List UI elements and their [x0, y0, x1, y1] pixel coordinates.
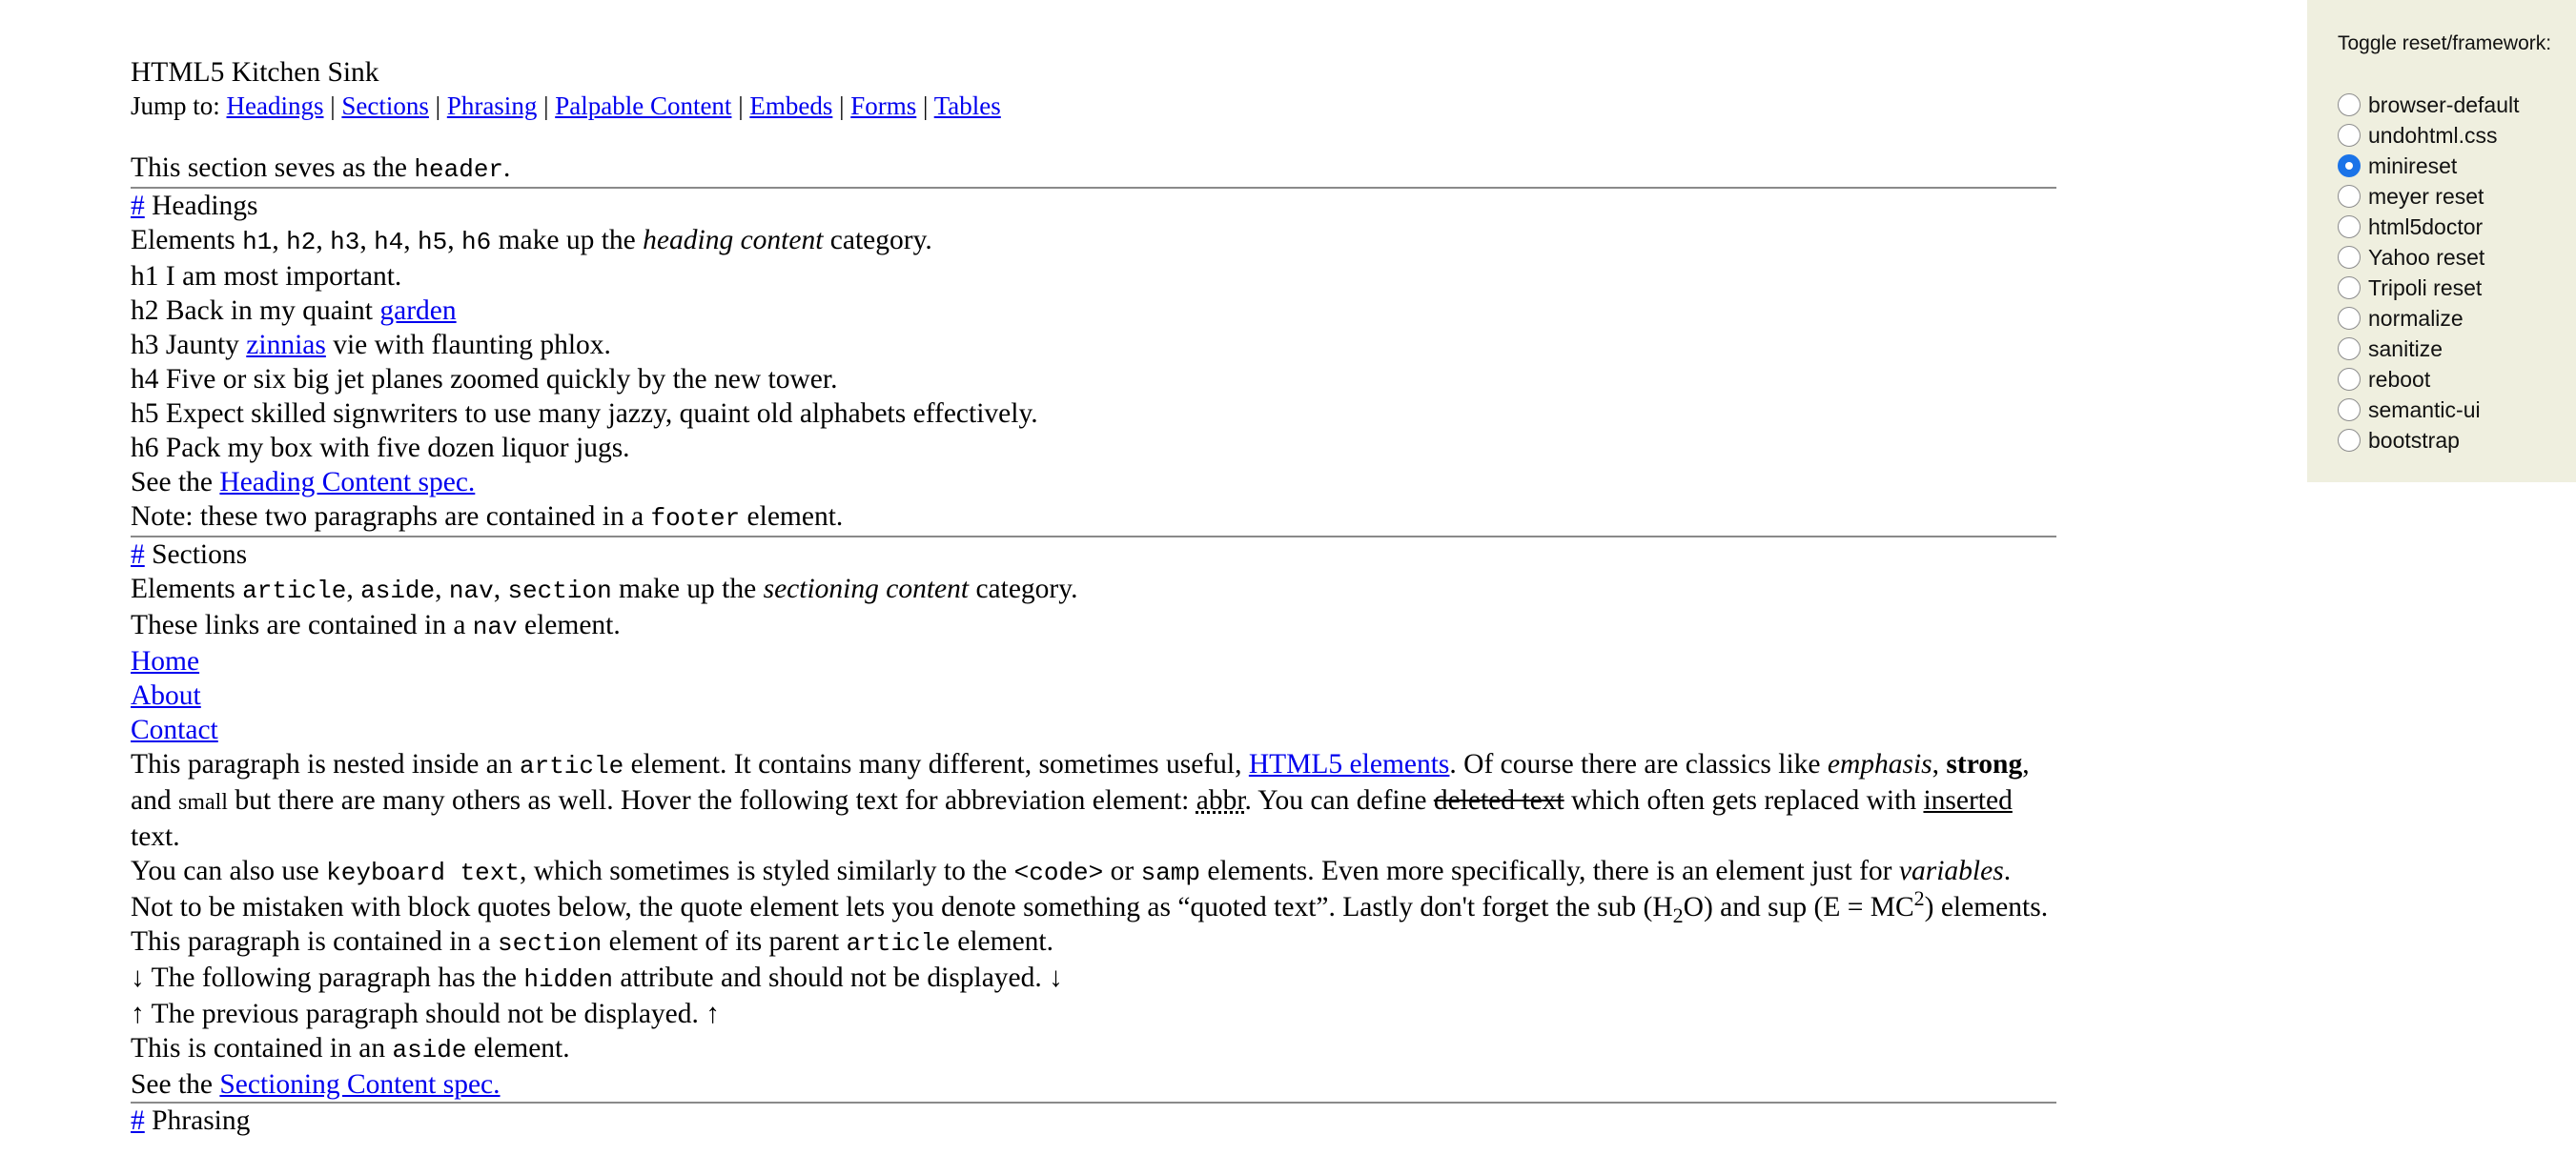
abbr-element[interactable]: abbr [1196, 785, 1245, 816]
jump-label: Jump to: [131, 91, 220, 120]
headings-anchor-link[interactable]: # [131, 191, 145, 221]
article-paragraph-1: This paragraph is nested inside an article element. It contains many different, sometimes useful, HTML5 elements. Of course there are classics like emphasis, strong, and small but there are many others as well. Hover the following text for abbreviation element: abbr. You can define deleted text which often gets replaced with inserted text. [131, 749, 2030, 852]
jump-link-tables[interactable]: Tables [933, 91, 1001, 120]
sections-title: # Sections [131, 539, 248, 570]
reset-option-bootstrap[interactable]: bootstrap [2338, 425, 2520, 456]
heading-h1: h1 I am most important. [131, 261, 402, 292]
headings-intro: Elements h1, h2, h3, h4, h5, h6 make up the heading content category. [131, 225, 932, 256]
reset-options-list [2338, 90, 2520, 456]
jump-link-phrasing[interactable]: Phrasing [446, 91, 538, 120]
nav-link-home[interactable]: Home [131, 646, 200, 677]
reset-option-meyer-reset[interactable]: meyer reset [2338, 181, 2520, 212]
garden-link[interactable]: garden [379, 295, 457, 326]
radio-icon[interactable] [2338, 215, 2361, 238]
jump-link-headings[interactable]: Headings [226, 91, 324, 120]
sectioning-spec: See the Sectioning Content spec. [131, 1069, 501, 1100]
panel-title: Toggle reset/framework: [2338, 32, 2552, 54]
article-paragraph-2: You can also use keyboard text, which sometimes is styled similarly to the <code> or samp elements. Even more specifically, there is an element just for variables. Not to be mistaken with block quotes below, the quote element lets you denote something as “quoted text”. Lastly don't forget the sub $(H_2O)$ and sup $(E = MC^2)$ elements. [131, 856, 2049, 927]
heading-h4: h4 Five or six big jet planes zoomed quickly by the new tower. [131, 364, 838, 395]
page-title: HTML5 Kitchen Sink [131, 57, 379, 88]
reset-option-minireset[interactable]: minireset [2338, 151, 2520, 181]
hidden-after-note: ↑ The previous paragraph should not be displayed. ↑ [131, 999, 721, 1029]
reset-toggle-panel [2307, 0, 2576, 482]
radio-icon[interactable] [2338, 246, 2361, 269]
phrasing-title: # Phrasing [131, 1105, 251, 1136]
heading-h6: h6 Pack my box with five dozen liquor jugs. [131, 433, 630, 463]
header-text: This section seves as the header. [131, 152, 511, 184]
radio-icon[interactable] [2338, 93, 2361, 116]
aside-note: This is contained in an aside element. [131, 1033, 570, 1064]
footer-note: Note: these two paragraphs are contained in a footer element. [131, 501, 844, 533]
html5-elements-link[interactable]: HTML5 elements [1248, 749, 1450, 780]
nav-link-contact[interactable]: Contact [131, 715, 218, 745]
hidden-before-note: ↓ The following paragraph has the hidden attribute and should not be displayed. ↓ [131, 962, 1063, 994]
reset-option-browser-default[interactable]: browser-default [2338, 90, 2520, 120]
reset-option-normalize[interactable]: normalize [2338, 303, 2520, 334]
reset-option-yahoo-reset[interactable]: Yahoo reset [2338, 242, 2520, 273]
heading-h2: h2 Back in my quaint garden [131, 295, 457, 326]
radio-icon[interactable] [2338, 398, 2361, 421]
jump-link-sections[interactable]: Sections [341, 91, 429, 120]
radio-icon[interactable] [2338, 124, 2361, 147]
phrasing-anchor-link[interactable]: # [131, 1105, 145, 1136]
reset-option-undohtml[interactable]: undohtml.css [2338, 120, 2520, 151]
radio-icon[interactable] [2338, 337, 2361, 360]
nav-note: These links are contained in a nav element. [131, 610, 621, 641]
jump-link-palpable-content[interactable]: Palpable Content [555, 91, 732, 120]
radio-icon[interactable] [2338, 307, 2361, 330]
radio-icon[interactable] [2338, 368, 2361, 391]
heading-spec: See the Heading Content spec. [131, 467, 476, 497]
sections-intro: Elements article, aside, nav, section make up the sectioning content category. [131, 574, 1078, 605]
section-paragraph: This paragraph is contained in a section element of its parent article element. [131, 926, 1053, 958]
reset-option-reboot[interactable]: reboot [2338, 364, 2520, 395]
sectioning-spec-link[interactable]: Sectioning Content spec. [219, 1069, 501, 1100]
jump-link-embeds[interactable]: Embeds [749, 91, 833, 120]
heading-h3: h3 Jaunty zinnias vie with flaunting phlox. [131, 330, 611, 360]
jump-link-forms[interactable]: Forms [850, 91, 917, 120]
radio-icon[interactable] [2338, 276, 2361, 299]
reset-option-semantic-ui[interactable]: semantic-ui [2338, 395, 2520, 425]
radio-selected-icon[interactable] [2338, 154, 2361, 177]
main-content [131, 51, 2056, 1138]
nav-link-about[interactable]: About [131, 680, 201, 711]
heading-spec-link[interactable]: Heading Content spec. [219, 467, 476, 497]
radio-icon[interactable] [2338, 185, 2361, 208]
heading-h5: h5 Expect skilled signwriters to use many jazzy, quaint old alphabets effectively. [131, 398, 1038, 429]
jump-nav: Jump to: Headings | Sections | Phrasing | Palpable Content | Embeds | Forms | Tables [131, 91, 1001, 120]
zinnias-link[interactable]: zinnias [246, 330, 326, 360]
sections-anchor-link[interactable]: # [131, 539, 145, 570]
headings-title: # Headings [131, 191, 258, 221]
reset-option-tripoli-reset[interactable]: Tripoli reset [2338, 273, 2520, 303]
radio-icon[interactable] [2338, 429, 2361, 452]
reset-option-sanitize[interactable]: sanitize [2338, 334, 2520, 364]
reset-option-html5doctor[interactable]: html5doctor [2338, 212, 2520, 242]
